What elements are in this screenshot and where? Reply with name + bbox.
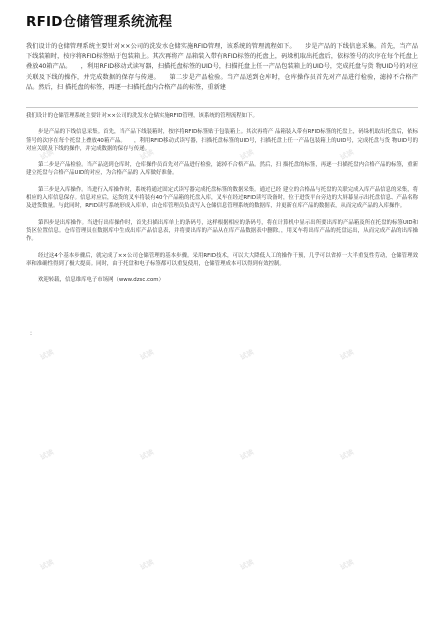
watermark: 试读 [338, 148, 356, 162]
body-paragraph: 经过这4个基本步骤后，就完成了××公司仓储管理的基本步骤。采用RFID技术，可以大大降低人工的操作干预，几乎可以省掉一大半重复性劳动，仓储管理效率和准确性得到了极大提高。同时，由于托盘和电子标签都可以重复使用，仓储管理成本可以得到有效控制。 [26, 252, 418, 267]
watermark: 试读 [138, 348, 156, 362]
watermark: 试读 [238, 348, 256, 362]
section-divider [26, 107, 418, 108]
watermark: 试读 [238, 448, 256, 462]
body-paragraph: 第四步是出库操作。当进行出库操作时，首先扫描出库单上的条码号，这样根据相应的条码号，将在计算机中显示出所要出库的产品箱及所在托盘的标签UID和货区位置信息。仓库管理员在数据库中生成出库产品信息表，并将要出库的产品从在库产品数据表中删除。，用叉车将出库产品的托盘运出，从而完成产品的出库操作。 [26, 219, 418, 243]
page-title: RFID仓储管理系统流程 [26, 14, 173, 30]
watermark: 试读 [38, 448, 56, 462]
document-body [26, 112, 418, 292]
watermark: 试读 [338, 348, 356, 362]
watermark: 试读 [38, 558, 56, 572]
watermark: 试读 [338, 448, 356, 462]
body-paragraph: 步是产品的下线信息采集。首先，当产品下线装箱时，按序将RFID标签贴于包装箱上。其次再将产 品箱装入带有RFID标签的托盘上，码垛机取出托盘后，依标签号的次序在每个托盘上叠放40箱产品。 ，利用RFID移动式读写器，扫描托盘标签的UID号，扫描托盘上任一产品包装箱上的UID号，完成托盘与货 物UID号的对应关联及下线的操作，并完成数据的保存与传递。 [26, 129, 418, 152]
source-note: 欢迎转载，信息维库电子市场网（www.dzsc.com） [38, 277, 164, 284]
watermark: 试读 [38, 348, 56, 362]
watermark: 试读 [338, 558, 356, 572]
intro-paragraph: 我们设计的仓储管理系统主要针对××公司的洗发水仓储实施RFID管理，该系统的管理流程如下。 步是产品的下线信息采集。首先，当产品下线装箱时，按序将RFID标签贴于包装箱上。其次再将产 品箱装入带有RFID标签的托盘上，码垛机取出托盘后，依标签号的次序在每个托盘上叠放40箱产品。 ，利用RFID移动式读写器，扫描托盘标签的UID号，扫描托盘上任一产品包装箱上的UID号，完成托盘与货 物UID号的对应关联及下线的操作，并完成数据的保存与传递。 第二步是产品检验。当产品送到仓库时，仓库操作员首先对产品进行检验，滤掉不合格产品。然后，扫 描托盘的标签，再逐一扫描托盘内合格产品的标签，重新建 [26, 43, 418, 91]
watermark: 试读 [138, 148, 156, 162]
summary-paragraph: 我们设计的仓储管理系统主要针对××公司的洗发水仓储实施RFID管理，该系统的管理流程如下。 [26, 113, 258, 119]
body-paragraph: 第三步是入库操作。当进行入库操作时，系统将通过固定式读写器完成托盘标签的数据采集。通过已经 建立的合格品与托盘的关联完成入库产品信息的采集，将相应的入库信息保存。信息对应后，运货的叉车将装有40个产品箱的托盘入库，叉车在经过RFID读写设备时，位于进货平台旁边的大屏幕显示出托盘信息、产品名称及进货数量。与此同时，RFID读写系统形成入库单，由仓库管理员负责写入仓储信息管理系统的数据库，并更新在库产品的数据表，从而完成产品的入库操作。 [26, 186, 418, 210]
stray-mark: : [30, 330, 33, 337]
watermark: 试读 [138, 448, 156, 462]
body-paragraph: 第二步是产品检验。当产品送到仓库时，仓库操作员首先对产品进行检验，滤掉不合格产品。然后，扫 描托盘的标签，再逐一扫描托盘内合格产品的标签，重新建立托盘与合格产品UID的对应，为合格产品的 入库做好准备。 [26, 162, 418, 177]
watermark: 试读 [238, 148, 256, 162]
watermark: 试读 [138, 558, 156, 572]
watermark: 试读 [238, 558, 256, 572]
watermark: 试读 [38, 148, 56, 162]
